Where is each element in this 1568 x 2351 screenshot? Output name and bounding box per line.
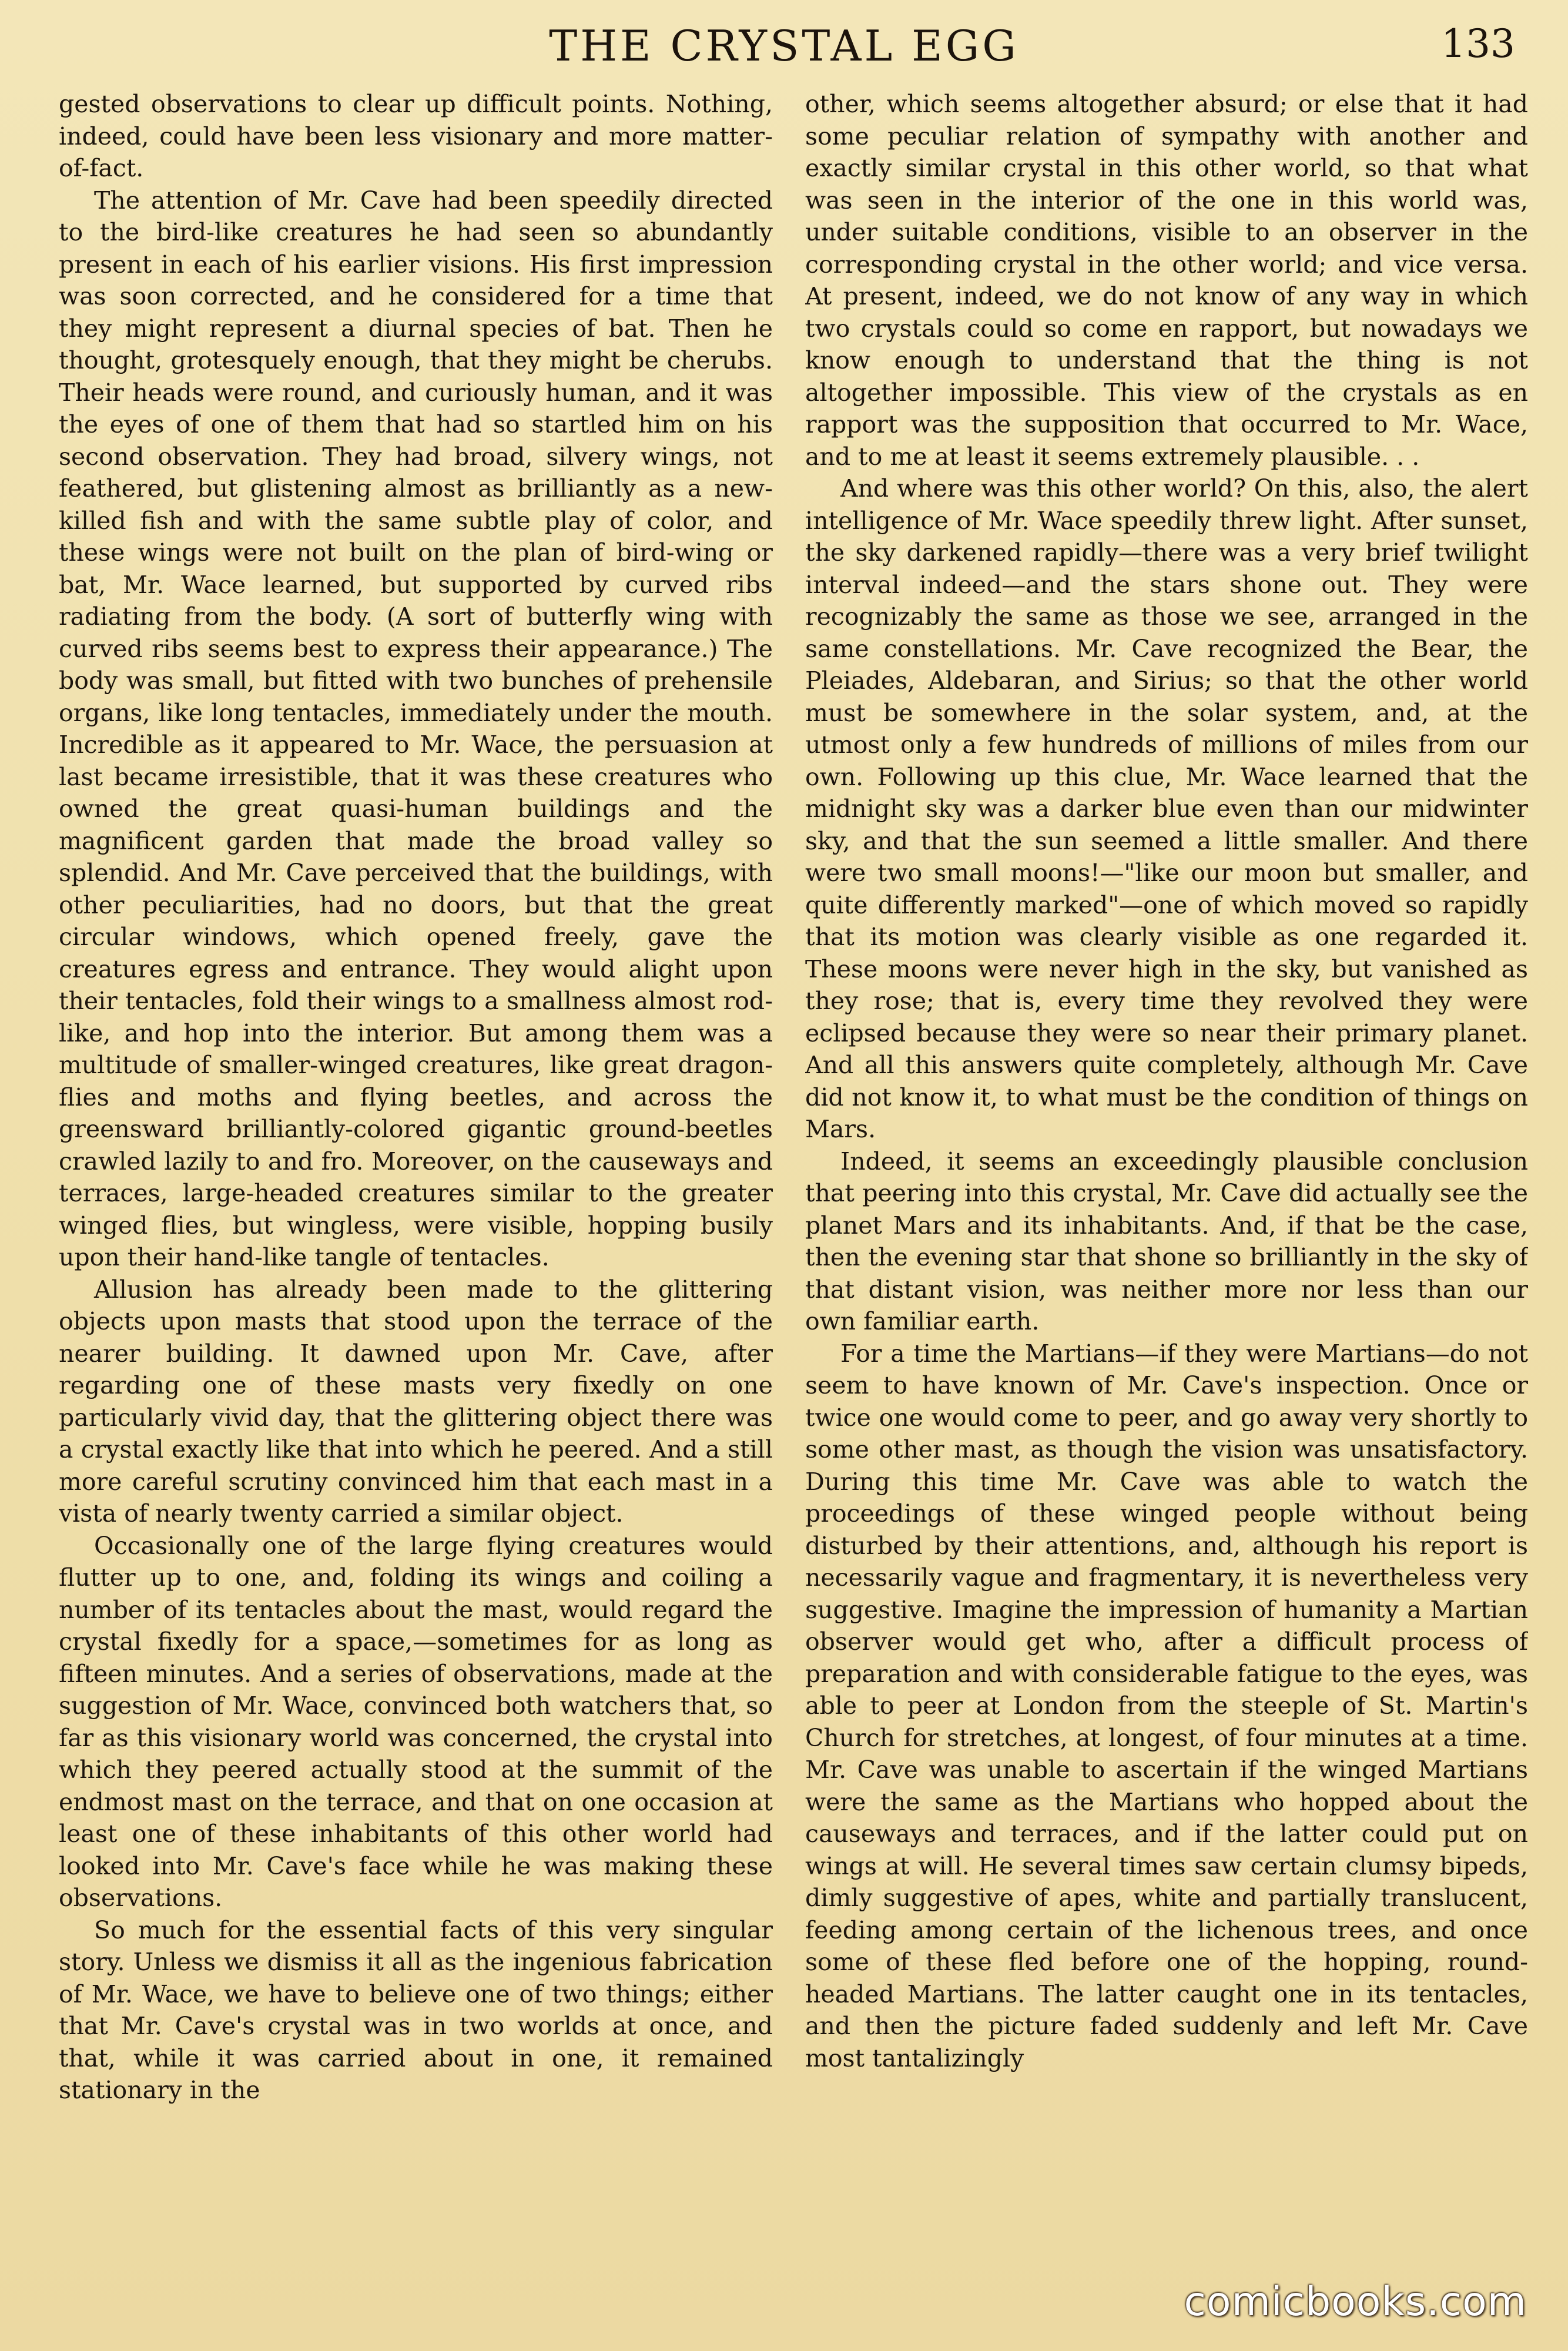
paragraph: The attention of Mr. Cave had been speedily directed to the bird-like creatures he had seen so abundantly present in each of his earlier visions. His first impression was soon corrected, and he considered for a time that they might represent a diurnal species of bat. Then he thought, grotesquely enough, that they might be cherubs. Their heads were round, and curiously human, and it was the eyes of one of them that had so startled him on his second observation. They had broad, silvery wings, not feathered, but glistening almost as brilliantly as a new-killed fish and with the same subtle play of color, and these wings were not built on the plan of bird-wing or bat, Mr. Wace learned, but supported by curved ribs radiating from the body. (A sort of butterfly wing with curved ribs seems best to express their appearance.) The body was small, but fitted with two bunches of prehensile organs, like long tentacles, immediately under the mouth. Incredible as it appeared to Mr. Wace, the persuasion at last became irresistible, that it was these creatures who owned the great quasi-human buildings and the magnificent garden that made the broad valley so splendid. And Mr. Cave perceived that the buildings, with other peculiarities, had no doors, but that the great circular windows, which opened freely, gave the creatures egress and entrance. They would alight upon their tentacles, fold their wings to a smallness almost rod-like, and hop into the interior. But among them was a multitude of smaller-winged creatures, like great dragon-flies and moths and flying beetles, and across the greensward brilliantly-colored gigantic ground-beetles crawled lazily to and fro. Moreover, on the causeways and terraces, large-headed creatures similar to the greater winged flies, but wingless, were visible, hopping busily upon their hand-like tangle of tentacles. (59, 186, 773, 1271)
right-column (805, 88, 1528, 2322)
page-header (0, 21, 1568, 74)
paragraph: Allusion has already been made to the glittering objects upon masts that stood upon the terrace of the nearer building. It dawned upon Mr. Cave, after regarding one of these masts very fixedly on one particularly vivid day, that the glittering object there was a crystal exactly like that into which he peered. And a still more careful scrutiny convinced him that each mast in a vista of nearly twenty carried a similar object. (59, 1275, 773, 1528)
paragraph: Occasionally one of the large flying creatures would flutter up to one, and, folding its wings and coiling a number of its tentacles about the mast, would regard the crystal fixedly for a space,—sometimes for as long as fifteen minutes. And a series of observations, made at the suggestion of Mr. Wace, convinced both watchers that, so far as this visionary world was concerned, the crystal into which they peered actually stood at the summit of the endmost mast on the terrace, and that on one occasion at least one of these inhabitants of this other world had looked into Mr. Cave's face while he was making these observations. (59, 1531, 773, 1912)
left-column (59, 88, 773, 2322)
paragraph: And where was this other world? On this, also, the alert intelligence of Mr. Wace speedily threw light. After sunset, the sky darkened rapidly—there was a very brief twilight interval indeed—and the stars shone out. They were recognizably the same as those we see, arranged in the same constellations. Mr. Cave recognized the Bear, the Pleiades, Aldebaran, and Sirius; so that the other world must be somewhere in the solar system, and, at the utmost only a few hundreds of millions of miles from our own. Following up this clue, Mr. Wace learned that the midnight sky was a darker blue even than our midwinter sky, and that the sun seemed a little smaller. And there were two small moons!—"like our moon but smaller, and quite differently marked"—one of which moved so rapidly that its motion was clearly visible as one regarded it. These moons were never high in the sky, but vanished as they rose; that is, every time they revolved they were eclipsed because they were so near their primary planet. And all this answers quite completely, although Mr. Cave did not know it, to what must be the condition of things on Mars. (805, 474, 1528, 1143)
watermark: comicbooks.com (1184, 2279, 1527, 2325)
paragraph: other, which seems altogether absurd; or else that it had some peculiar relation of sympathy with another and exactly similar crystal in this other world, so that what was seen in the interior of the one in this world was, under suitable conditions, visible to an observer in the corresponding crystal in the other world; and vice versa. At present, indeed, we do not know of any way in which two crystals could so come en rapport, but nowadays we know enough to understand that the thing is not altogether impossible. This view of the crystals as en rapport was the supposition that occurred to Mr. Wace, and to me at least it seems extremely plausible. . . (805, 90, 1528, 471)
paragraph: For a time the Martians—if they were Martians—do not seem to have known of Mr. Cave's inspection. Once or twice one would come to peer, and go away very shortly to some other mast, as though the vision was unsatisfactory. During this time Mr. Cave was able to watch the proceedings of these winged people without being disturbed by their attentions, and, although his report is necessarily vague and fragmentary, it is nevertheless very suggestive. Imagine the impression of humanity a Martian observer would get who, after a difficult process of preparation and with considerable fatigue to the eyes, was able to peer at London from the steeple of St. Martin's Church for stretches, at longest, of four minutes at a time. Mr. Cave was unable to ascertain if the winged Martians were the same as the Martians who hopped about the causeways and terraces, and if the latter could put on wings at will. He several times saw certain clumsy bipeds, dimly suggestive of apes, white and partially translucent, feeding among certain of the lichenous trees, and once some of these fled before one of the hopping, round-headed Martians. The latter caught one in its tentacles, and then the picture faded suddenly and left Mr. Cave most tantalizingly (805, 1339, 1528, 2072)
paragraph: Indeed, it seems an exceedingly plausible conclusion that peering into this crystal, Mr. Cave did actually see the planet Mars and its inhabitants. And, if that be the case, then the evening star that shone so brilliantly in the sky of that distant vision, was neither more nor less than our own familiar earth. (805, 1147, 1528, 1335)
page-number: 133 (1441, 21, 1515, 66)
running-title: THE CRYSTAL EGG (549, 21, 1019, 71)
paragraph: So much for the essential facts of this very singular story. Unless we dismiss it all as the ingenious fabrication of Mr. Wace, we have to believe one of two things; either that Mr. Cave's crystal was in two worlds at once, and that, while it was carried about in one, it remained stationary in the (59, 1915, 773, 2104)
paragraph: gested observations to clear up difficult points. Nothing, indeed, could have been less visionary and more matter-of-fact. (59, 90, 773, 182)
